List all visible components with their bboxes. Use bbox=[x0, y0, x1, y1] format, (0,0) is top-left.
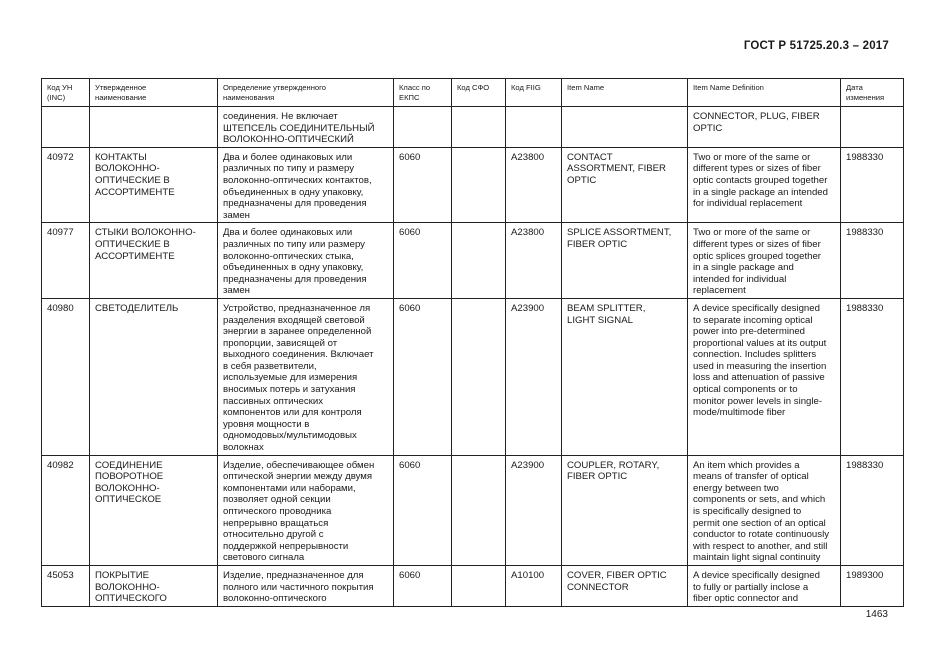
cell-definition-en: A device specifically designed to separate incoming optical power into pre-determined proportional values at its output connection. Includes splitters used in measuring the insertion loss and attenuation of passive optical components or to monitor power levels in single- mode/multimode fiber bbox=[688, 298, 841, 455]
cell-definition-ru: Устройство, предназначенное ля разделения входящей световой энергии в заранее определенной пропорции, зависящей от выходного соединения. Включает в себя разветвители, используемые для измерения вносимых потерь и затухания пассивных оптических компонентов или для контроля уровня мощности в одномодовых/мультимодовых волокнах bbox=[218, 298, 394, 455]
col-header-definition-ru: Определение утвержденного наименования bbox=[218, 79, 394, 107]
cell-sfo bbox=[452, 107, 506, 148]
cell-date: 1988330 bbox=[841, 147, 904, 223]
cell-definition-ru: соединения. Не включает ШТЕПСЕЛЬ СОЕДИНИТЕЛЬНЫЙ ВОЛОКОННО-ОПТИЧЕСКИЙ bbox=[218, 107, 394, 148]
cell-definition-ru: Изделие, обеспечивающее обмен оптической энергии между двумя компонентами или наборами, позволяет одной секции оптического проводника непрерывно вращаться относительно другой с поддержкой непрерывности светового сигнала bbox=[218, 455, 394, 565]
cell-date: 1988330 bbox=[841, 223, 904, 299]
cell-definition-ru: Два и более одинаковых или различных по типу или размеру волоконно-оптических стыка, объединенных в одну упаковку, предназначены для проведения замен bbox=[218, 223, 394, 299]
col-header-date: Дата изменения bbox=[841, 79, 904, 107]
cell-sfo bbox=[452, 223, 506, 299]
col-header-sfo: Код СФО bbox=[452, 79, 506, 107]
standard-header: ГОСТ Р 51725.20.3 – 2017 bbox=[743, 40, 889, 52]
table-row bbox=[42, 455, 904, 565]
cell-definition-ru: Изделие, предназначенное для полного или частичного покрытия волоконно-оптического bbox=[218, 565, 394, 606]
table-row bbox=[42, 565, 904, 606]
cell-name-ru: ПОКРЫТИЕ ВОЛОКОННО- ОПТИЧЕСКОГО bbox=[90, 565, 218, 606]
cell-item-name: CONTACT ASSORTMENT, FIBER OPTIC bbox=[562, 147, 688, 223]
table-row bbox=[42, 107, 904, 148]
cell-class: 6060 bbox=[394, 147, 452, 223]
table-header bbox=[42, 79, 904, 107]
cell-name-ru: СТЫКИ ВОЛОКОННО- ОПТИЧЕСКИЕ В АССОРТИМЕНТЕ bbox=[90, 223, 218, 299]
table-row bbox=[42, 223, 904, 299]
cell-definition-en: Two or more of the same or different types or sizes of fiber optic contacts grouped together in a single package an intended for individual replacement bbox=[688, 147, 841, 223]
cell-fiig: A23900 bbox=[506, 455, 562, 565]
cell-item-name: SPLICE ASSORTMENT, FIBER OPTIC bbox=[562, 223, 688, 299]
cell-inc: 40977 bbox=[42, 223, 90, 299]
cell-date bbox=[841, 107, 904, 148]
cell-fiig: A23800 bbox=[506, 147, 562, 223]
cell-class: 6060 bbox=[394, 223, 452, 299]
cell-definition-en: Two or more of the same or different types or sizes of fiber optic splices grouped together in a single package and intended for individual replacement bbox=[688, 223, 841, 299]
cell-sfo bbox=[452, 455, 506, 565]
cell-fiig: A23800 bbox=[506, 223, 562, 299]
cell-date: 1988330 bbox=[841, 455, 904, 565]
col-header-fiig: Код FIIG bbox=[506, 79, 562, 107]
col-header-approved-name: Утвержденное наименование bbox=[90, 79, 218, 107]
cell-class: 6060 bbox=[394, 565, 452, 606]
cell-class: 6060 bbox=[394, 455, 452, 565]
cell-inc bbox=[42, 107, 90, 148]
cell-definition-en: A device specifically designed to fully or partially inclose a fiber optic connector and bbox=[688, 565, 841, 606]
cell-fiig: A23900 bbox=[506, 298, 562, 455]
cell-name-ru: СВЕТОДЕЛИТЕЛЬ bbox=[90, 298, 218, 455]
col-header-item-name: Item Name bbox=[562, 79, 688, 107]
cell-class bbox=[394, 107, 452, 148]
col-header-inc: Код УН (INC) bbox=[42, 79, 90, 107]
cell-sfo bbox=[452, 147, 506, 223]
cell-item-name: COVER, FIBER OPTIC CONNECTOR bbox=[562, 565, 688, 606]
table-body bbox=[42, 107, 904, 607]
cell-inc: 40982 bbox=[42, 455, 90, 565]
cell-item-name: COUPLER, ROTARY, FIBER OPTIC bbox=[562, 455, 688, 565]
cell-inc: 40972 bbox=[42, 147, 90, 223]
cell-inc: 45053 bbox=[42, 565, 90, 606]
cell-class: 6060 bbox=[394, 298, 452, 455]
cell-definition-en: CONNECTOR, PLUG, FIBER OPTIC bbox=[688, 107, 841, 148]
cell-sfo bbox=[452, 298, 506, 455]
cell-definition-ru: Два и более одинаковых или различных по типу и размеру волоконно-оптических контактов, объединенных в одну упаковку, предназначены для проведения замен bbox=[218, 147, 394, 223]
cell-definition-en: An item which provides a means of transfer of optical energy between two components or sets, and which is specifically designed to permit one section of an optical conductor to rotate continuously with respect to another, and still maintain light signal continuity bbox=[688, 455, 841, 565]
cell-date: 1988330 bbox=[841, 298, 904, 455]
cell-inc: 40980 bbox=[42, 298, 90, 455]
cell-name-ru bbox=[90, 107, 218, 148]
cell-item-name: BEAM SPLITTER, LIGHT SIGNAL bbox=[562, 298, 688, 455]
cell-fiig: A10100 bbox=[506, 565, 562, 606]
col-header-item-definition: Item Name Definition bbox=[688, 79, 841, 107]
cell-date: 1989300 bbox=[841, 565, 904, 606]
page-number: 1463 bbox=[865, 609, 888, 620]
header-row bbox=[42, 79, 904, 107]
table-row bbox=[42, 298, 904, 455]
cell-item-name bbox=[562, 107, 688, 148]
col-header-class: Класс по ЕКПС bbox=[394, 79, 452, 107]
catalog-table bbox=[41, 78, 904, 607]
cell-fiig bbox=[506, 107, 562, 148]
table-row bbox=[42, 147, 904, 223]
cell-name-ru: КОНТАКТЫ ВОЛОКОННО- ОПТИЧЕСКИЕ В АССОРТИМЕНТЕ bbox=[90, 147, 218, 223]
cell-sfo bbox=[452, 565, 506, 606]
cell-name-ru: СОЕДИНЕНИЕ ПОВОРОТНОЕ ВОЛОКОННО- ОПТИЧЕСКОЕ bbox=[90, 455, 218, 565]
